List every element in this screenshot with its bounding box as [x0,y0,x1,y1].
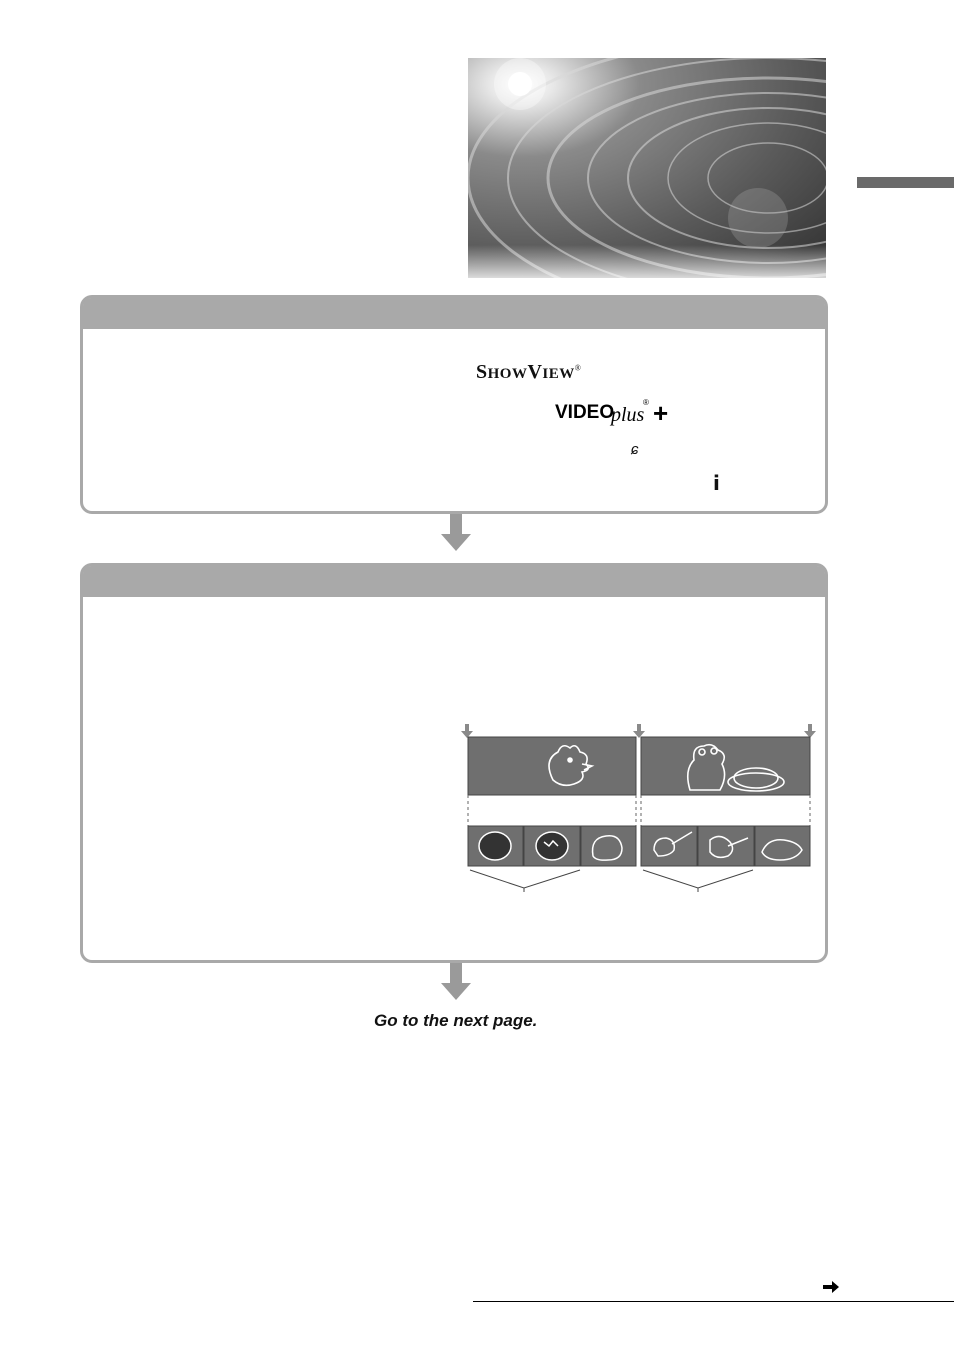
panel-1-header [83,298,825,329]
cracked-egg-icon [536,832,568,860]
continue-arrow-icon [823,1280,839,1298]
gcode-icon: ɕ [631,441,639,458]
title-chapter-illustration [458,720,820,892]
marker-arrow-icon [633,724,645,738]
footer-rule [473,1301,954,1302]
showview-rest: HOW [487,366,528,382]
egg-icon [479,832,511,860]
videoplus-video-text: VIDEO [555,402,615,423]
showview-initial: S [476,361,488,383]
chapter-frame-4 [641,826,697,866]
showview-rest2: IEW [542,366,575,382]
videoplus-reg-mark: ® [643,398,649,407]
title-frame-2 [641,737,810,795]
hero-photo [468,58,826,278]
videoplus-plus-text: plus [611,404,645,426]
marker-arrow-icon [804,724,816,738]
showview-initial2: V [527,361,543,383]
showview-reg-mark: ® [574,363,582,373]
down-arrow-icon [441,514,471,557]
info-icon: i [713,471,720,495]
videoplus-logo [555,396,673,435]
down-arrow-icon [441,963,471,1006]
panel-2-header [83,566,825,597]
marker-arrow-icon [461,724,473,738]
next-page-link[interactable]: Go to the next page. [374,1011,538,1030]
videoplus-plus-sign: + [653,398,669,428]
section-tab-marker [857,177,954,188]
title-frame-1 [468,737,636,795]
showview-logo [476,361,581,384]
chapter-frame-5 [698,826,754,866]
